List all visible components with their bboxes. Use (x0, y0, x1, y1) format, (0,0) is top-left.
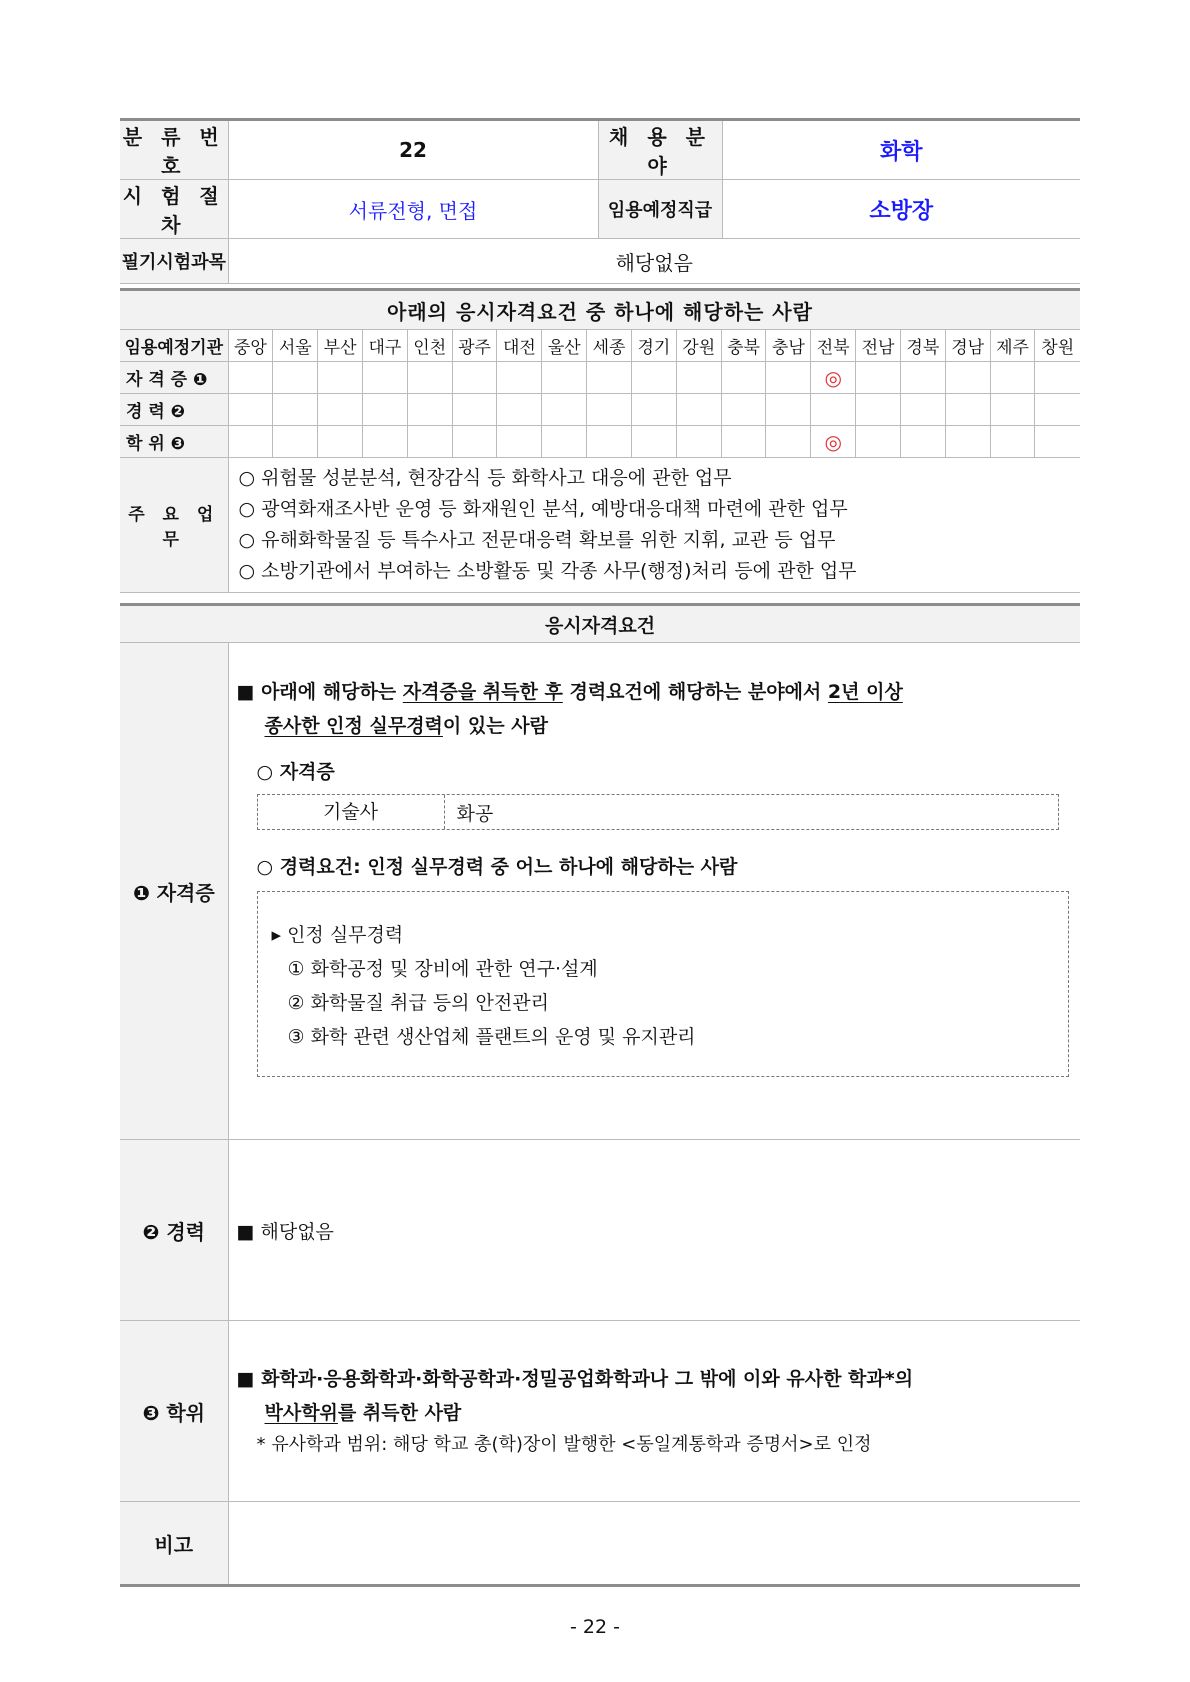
agency-mark-cell (497, 362, 542, 394)
intro-text: ■ 아래에 해당하는 (236, 681, 403, 703)
agency-mark-cell (1035, 394, 1080, 426)
intro-text: 경력요건에 해당하는 분야에서 (562, 681, 828, 703)
agency-heading: 아래의 응시자격요건 중 하나에 해당하는 사람 (120, 290, 1080, 330)
requirements-table (120, 603, 1080, 1587)
license-box (257, 794, 1059, 830)
agency-mark-cell (721, 394, 766, 426)
agency-name: 서울 (273, 330, 318, 362)
row-label-career: 경 력 ❷ (120, 394, 228, 426)
procedure-value: 서류전형, 면접 (228, 180, 598, 239)
agency-mark-cell (228, 362, 273, 394)
agency-mark-cell (228, 394, 273, 426)
duty-item: ○ 유해화학물질 등 특수사고 전문대응력 확보를 위한 지휘, 교관 등 업무 (238, 529, 836, 551)
agency-mark-cell (945, 394, 990, 426)
agency-mark-cell (1035, 362, 1080, 394)
agency-mark-cell (273, 362, 318, 394)
agency-mark-cell (362, 362, 407, 394)
agency-mark-cell (1035, 426, 1080, 458)
duty-item: ○ 소방기관에서 부여하는 소방활동 및 각종 사무(행정)처리 등에 관한 업무 (238, 560, 857, 582)
agency-name: 강원 (676, 330, 721, 362)
agency-mark-cell (542, 426, 587, 458)
info-table (120, 118, 1080, 284)
license-heading: ○ 자격증 (256, 761, 335, 783)
agency-mark-cell (856, 394, 901, 426)
agency-mark-cell (587, 394, 632, 426)
agency-name: 세종 (587, 330, 632, 362)
agency-mark-cell (990, 362, 1035, 394)
agency-mark-cell (362, 426, 407, 458)
agency-mark-cell (452, 426, 497, 458)
row-label-degree: 학 위 ❸ (120, 426, 228, 458)
agency-mark-cell (318, 394, 363, 426)
agency-mark-cell (318, 426, 363, 458)
agency-mark-cell (811, 394, 856, 426)
row-label-license: 자 격 증 ❶ (120, 362, 228, 394)
agency-mark-cell (407, 362, 452, 394)
agency-name: 인천 (407, 330, 452, 362)
intro-underlined: 종사한 인정 실무경력 (264, 715, 443, 737)
agency-mark-cell (542, 362, 587, 394)
duties-list (229, 463, 1081, 587)
degree-text: 를 취득한 사람 (337, 1402, 462, 1424)
career-text: ■ 해당없음 (228, 1140, 1080, 1321)
career-item: ③ 화학 관련 생산업체 플랜트의 운영 및 유지관리 (287, 1026, 696, 1048)
agency-mark-cell (318, 362, 363, 394)
agency-mark-cell (856, 426, 901, 458)
degree-content (228, 1321, 1080, 1502)
duty-item: ○ 광역화재조사반 운영 등 화재원인 분석, 예방대응대책 마련에 관한 업무 (238, 498, 848, 520)
agency-name: 광주 (452, 330, 497, 362)
agency-mark-cell (587, 362, 632, 394)
agency-mark-cell (587, 426, 632, 458)
remark-label: 비고 (120, 1502, 228, 1586)
agency-mark-cell (542, 394, 587, 426)
procedure-label: 시 험 절 차 (120, 180, 228, 239)
agency-name: 전남 (856, 330, 901, 362)
degree-line1: ■ 화학과·응용화학과·화학공학과·정밀공업화학과나 그 밖에 이와 유사한 학과*의 (236, 1368, 914, 1390)
field-value: 화학 (722, 120, 1080, 180)
agency-mark-cell (766, 362, 811, 394)
agency-name: 충남 (766, 330, 811, 362)
license-intro (237, 675, 1071, 709)
agency-name: 울산 (542, 330, 587, 362)
agency-mark-cell (497, 394, 542, 426)
agency-name: 제주 (990, 330, 1035, 362)
agency-mark-cell (631, 394, 676, 426)
rank-value: 소방장 (722, 180, 1080, 239)
agency-mark-cell (721, 362, 766, 394)
agency-mark-cell (856, 362, 901, 394)
agency-mark-cell (945, 426, 990, 458)
agency-name: 충북 (721, 330, 766, 362)
agency-mark-cell (631, 426, 676, 458)
agency-name: 창원 (1035, 330, 1080, 362)
intro-underlined: 자격증을 취득한 후 (402, 681, 563, 703)
agency-mark-cell (676, 394, 721, 426)
agency-mark-cell: ◎ (811, 426, 856, 458)
agency-name: 경기 (631, 330, 676, 362)
intro-text: 이 있는 사람 (442, 715, 548, 737)
duty-item: ○ 위험물 성분분석, 현장감식 등 화학사고 대응에 관한 업무 (238, 467, 732, 489)
degree-label: ❸ 학위 (120, 1321, 228, 1502)
written-value: 해당없음 (228, 239, 1080, 284)
career-title: ▸ 인정 실무경력 (271, 924, 404, 946)
agency-mark-cell (452, 394, 497, 426)
license-content (228, 643, 1080, 1140)
agency-mark-cell (631, 362, 676, 394)
intro-underlined: 2년 이상 (827, 681, 903, 703)
requirements-title: 응시자격요건 (120, 605, 1080, 643)
recruitment-sheet (120, 118, 1080, 1587)
agency-mark-cell (273, 394, 318, 426)
duties-cell (228, 458, 1080, 593)
agency-mark-cell (900, 426, 945, 458)
agency-mark-cell (452, 362, 497, 394)
class-no: 22 (228, 120, 598, 180)
agency-mark-cell (990, 426, 1035, 458)
duties-label: 주 요 업 무 (120, 458, 228, 593)
career-label: ❷ 경력 (120, 1140, 228, 1321)
agency-mark-cell (407, 394, 452, 426)
agency-name: 대구 (362, 330, 407, 362)
agency-mark-cell (362, 394, 407, 426)
class-no-label: 분 류 번 호 (120, 120, 228, 180)
agency-name: 부산 (318, 330, 363, 362)
agency-mark-cell (273, 426, 318, 458)
agency-mark-cell (676, 426, 721, 458)
agency-name: 중앙 (228, 330, 273, 362)
agency-mark-cell (990, 394, 1035, 426)
written-label: 필기시험과목 (120, 239, 228, 284)
license-intro-line2 (237, 709, 1071, 743)
agency-mark-cell (945, 362, 990, 394)
agency-header-label: 임용예정기관 (120, 330, 228, 362)
degree-underlined: 박사학위 (264, 1402, 338, 1424)
agency-mark-cell (900, 362, 945, 394)
agency-mark-cell (676, 362, 721, 394)
agency-table (120, 288, 1080, 593)
agency-mark-cell (721, 426, 766, 458)
field-label: 채 용 분 야 (598, 120, 722, 180)
page-number: - 22 - (570, 1616, 620, 1638)
license-label: ❶ 자격증 (120, 643, 228, 1140)
agency-mark-cell (900, 394, 945, 426)
license-kind: 기술사 (258, 795, 445, 829)
career-box (257, 891, 1069, 1077)
agency-name: 경남 (945, 330, 990, 362)
agency-mark-cell (407, 426, 452, 458)
agency-name: 대전 (497, 330, 542, 362)
degree-line2 (237, 1396, 1071, 1430)
agency-mark-cell: ◎ (811, 362, 856, 394)
agency-name: 경북 (900, 330, 945, 362)
career-heading: ○ 경력요건: 인정 실무경력 중 어느 하나에 해당하는 사람 (256, 856, 738, 878)
license-name: 화공 (456, 802, 494, 825)
rank-label: 임용예정직급 (598, 180, 722, 239)
agency-mark-cell (766, 394, 811, 426)
agency-name: 전북 (811, 330, 856, 362)
career-item: ① 화학공정 및 장비에 관한 연구·설계 (287, 958, 598, 980)
agency-mark-cell (228, 426, 273, 458)
career-item: ② 화학물질 취급 등의 안전관리 (287, 992, 549, 1014)
agency-mark-cell (497, 426, 542, 458)
degree-note: * 유사학과 범위: 해당 학교 총(학)장이 발행한 <동일계통학과 증명서>로 인정 (256, 1434, 872, 1455)
remark-text (228, 1502, 1080, 1586)
agency-mark-cell (766, 426, 811, 458)
